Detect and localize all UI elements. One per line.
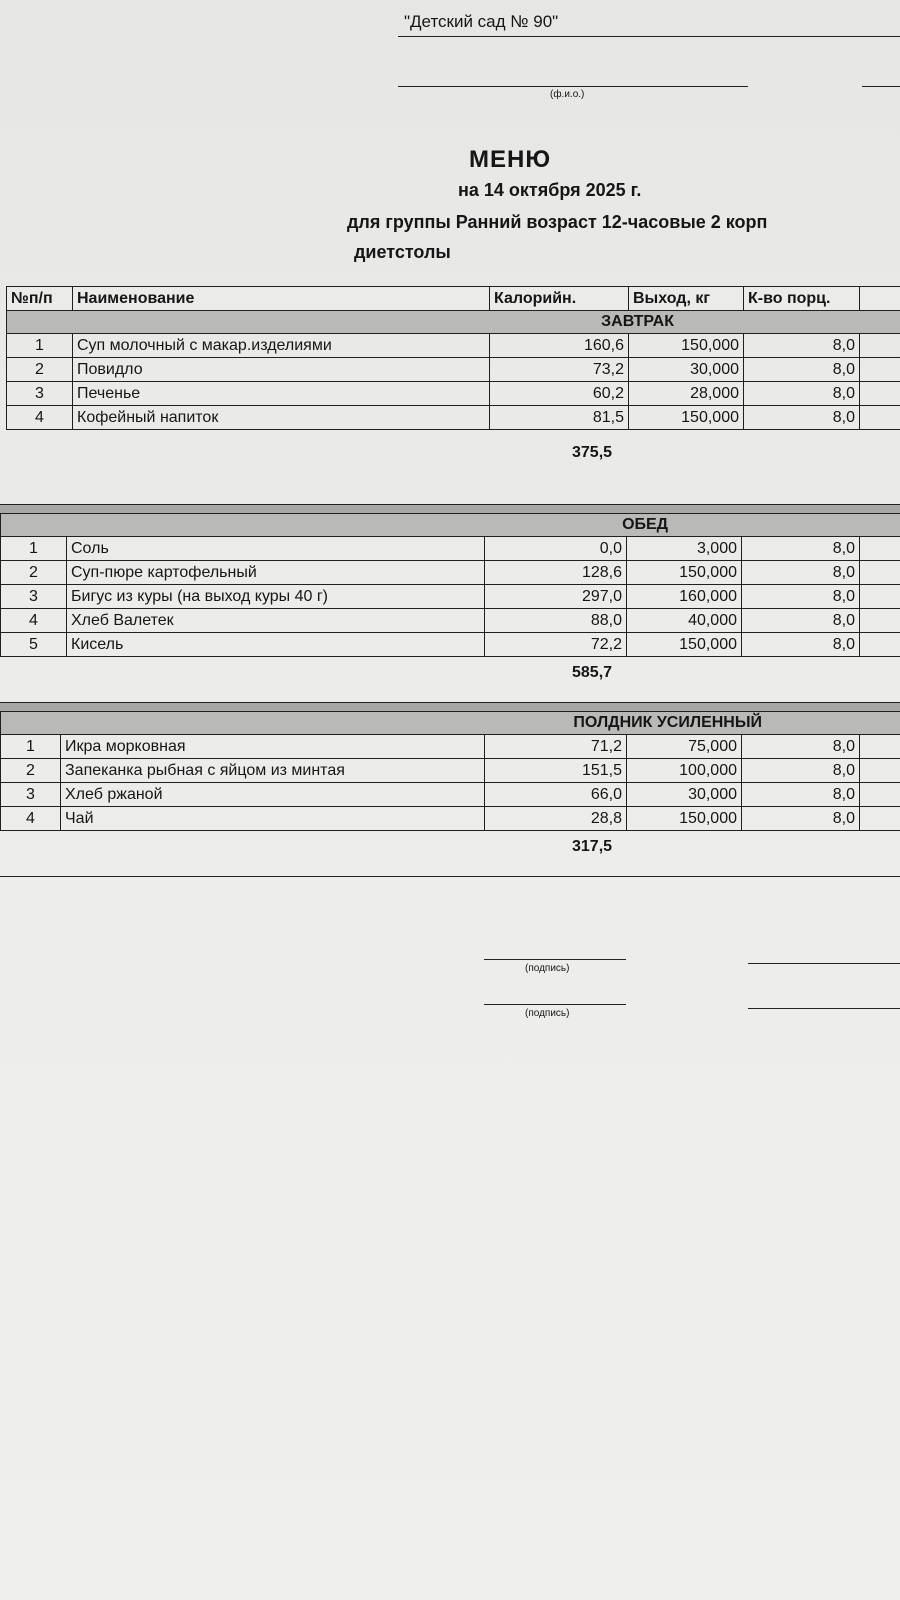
dish-name: Хлеб Валетек	[67, 609, 485, 633]
empty-cell	[860, 537, 900, 561]
diet-line: диетстолы	[354, 242, 451, 262]
menu-table-lunch	[0, 513, 900, 657]
table-row	[1, 585, 900, 609]
calories: 72,2	[485, 633, 627, 657]
output: 30,000	[627, 783, 742, 807]
signature-caption: (подпись)	[525, 1008, 570, 1019]
organization-underline	[398, 36, 900, 37]
empty-cell	[860, 382, 900, 406]
table-row	[1, 609, 900, 633]
calories: 151,5	[485, 759, 627, 783]
calories: 73,2	[490, 358, 629, 382]
empty-cell	[860, 759, 900, 783]
fio-caption: (ф.и.о.)	[550, 89, 585, 100]
section-band	[0, 504, 900, 513]
table-row	[1, 561, 900, 585]
portions: 8,0	[742, 585, 860, 609]
table-row	[7, 334, 900, 358]
empty-cell	[860, 609, 900, 633]
portions: 8,0	[742, 735, 860, 759]
section-row-snack	[1, 712, 900, 735]
section-total-breakfast: 375,5	[572, 444, 613, 461]
calories: 88,0	[485, 609, 627, 633]
portions: 8,0	[742, 633, 860, 657]
output: 40,000	[627, 609, 742, 633]
empty-cell	[860, 561, 900, 585]
table-row	[1, 735, 900, 759]
output: 150,000	[627, 807, 742, 831]
table-row	[7, 406, 900, 430]
dish-name: Кисель	[67, 633, 485, 657]
dish-name: Запеканка рыбная с яйцом из минтая	[61, 759, 485, 783]
empty-cell	[860, 334, 900, 358]
table-row	[7, 382, 900, 406]
output: 150,000	[627, 633, 742, 657]
document-title: МЕНЮ	[469, 146, 552, 173]
calories: 28,8	[485, 807, 627, 831]
empty-cell	[860, 406, 900, 430]
empty-cell	[860, 358, 900, 382]
table-row	[7, 358, 900, 382]
portions: 8,0	[744, 358, 860, 382]
section-row-lunch	[1, 514, 900, 537]
row-number: 2	[1, 561, 67, 585]
section-total-snack: 317,5	[572, 838, 613, 855]
col-header-portions: К-во порц.	[744, 287, 860, 311]
calories: 160,6	[490, 334, 629, 358]
portions: 8,0	[744, 334, 860, 358]
row-number: 3	[1, 783, 61, 807]
portions: 8,0	[742, 759, 860, 783]
dish-name: Хлеб ржаной	[61, 783, 485, 807]
empty-cell	[860, 807, 900, 831]
row-number: 1	[7, 334, 73, 358]
dish-name: Кофейный напиток	[73, 406, 490, 430]
signature-line-right	[748, 963, 900, 964]
section-total-lunch: 585,7	[572, 664, 613, 681]
output: 160,000	[627, 585, 742, 609]
row-number: 3	[1, 585, 67, 609]
calories: 81,5	[490, 406, 629, 430]
row-number: 3	[7, 382, 73, 406]
dish-name: Икра морковная	[61, 735, 485, 759]
empty-cell	[860, 633, 900, 657]
col-header-name: Наименование	[73, 287, 490, 311]
row-number: 2	[1, 759, 61, 783]
signature-caption: (подпись)	[525, 963, 570, 974]
portions: 8,0	[742, 609, 860, 633]
table-row	[1, 759, 900, 783]
output: 75,000	[627, 735, 742, 759]
output: 28,000	[629, 382, 744, 406]
portions: 8,0	[742, 561, 860, 585]
menu-table-breakfast	[6, 286, 900, 430]
output: 150,000	[629, 406, 744, 430]
output: 100,000	[627, 759, 742, 783]
calories: 128,6	[485, 561, 627, 585]
row-number: 4	[7, 406, 73, 430]
section-row-breakfast	[7, 311, 900, 334]
row-number: 1	[1, 537, 67, 561]
col-header-calories: Калорийн.	[490, 287, 629, 311]
table-row	[1, 537, 900, 561]
row-number: 2	[7, 358, 73, 382]
group-line: для группы Ранний возраст 12-часовые 2 корп	[347, 212, 768, 232]
calories: 71,2	[485, 735, 627, 759]
dish-name: Печенье	[73, 382, 490, 406]
empty-cell	[860, 735, 900, 759]
date-line: на 14 октября 2025 г.	[458, 180, 642, 200]
col-header-extra	[860, 287, 900, 311]
row-number: 1	[1, 735, 61, 759]
empty-cell	[860, 783, 900, 807]
output: 30,000	[629, 358, 744, 382]
output: 3,000	[627, 537, 742, 561]
table-row	[1, 633, 900, 657]
signature-line-right	[748, 1008, 900, 1009]
section-title: ОБЕД	[1, 514, 900, 537]
footer-divider	[0, 876, 900, 877]
col-header-output: Выход, кг	[629, 287, 744, 311]
dish-name: Соль	[67, 537, 485, 561]
fio-line	[398, 86, 748, 87]
organization-name: "Детский сад № 90"	[404, 12, 559, 31]
menu-table-snack	[0, 711, 900, 831]
portions: 8,0	[742, 783, 860, 807]
table-row	[1, 783, 900, 807]
portions: 8,0	[744, 382, 860, 406]
row-number: 5	[1, 633, 67, 657]
section-title: ЗАВТРАК	[7, 311, 900, 334]
portions: 8,0	[742, 807, 860, 831]
section-band	[0, 702, 900, 711]
calories: 297,0	[485, 585, 627, 609]
table-row	[1, 807, 900, 831]
empty-cell	[860, 585, 900, 609]
dish-name: Повидло	[73, 358, 490, 382]
calories: 0,0	[485, 537, 627, 561]
portions: 8,0	[742, 537, 860, 561]
dish-name: Бигус из куры (на выход куры 40 г)	[67, 585, 485, 609]
col-header-number: №п/п	[7, 287, 73, 311]
output: 150,000	[629, 334, 744, 358]
calories: 66,0	[485, 783, 627, 807]
dish-name: Чай	[61, 807, 485, 831]
dish-name: Суп-пюре картофельный	[67, 561, 485, 585]
signature-line	[484, 959, 626, 960]
dish-name: Суп молочный с макар.изделиями	[73, 334, 490, 358]
table-header-row	[7, 287, 900, 311]
output: 150,000	[627, 561, 742, 585]
signature-line	[484, 1004, 626, 1005]
fio-line-right	[862, 86, 900, 87]
section-title: ПОЛДНИК УСИЛЕННЫЙ	[1, 712, 900, 735]
calories: 60,2	[490, 382, 629, 406]
portions: 8,0	[744, 406, 860, 430]
row-number: 4	[1, 609, 67, 633]
row-number: 4	[1, 807, 61, 831]
